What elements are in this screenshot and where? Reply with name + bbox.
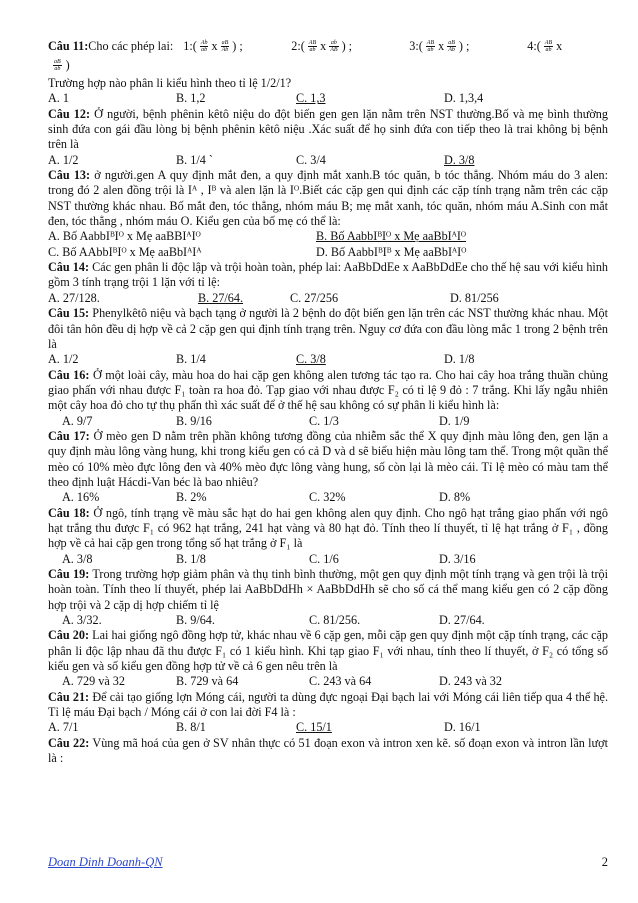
option-b[interactable]: B. 2% [176, 490, 207, 505]
question-text: Để cải tạo giống lợn Móng cái, người ta dùng đực ngoại Đại bạch lai với Móng cái liên tiếp qua 4 thế hệ. Tỉ lệ máu Đại bạch / Móng cái ở con lai đời F4 là : [48, 689, 608, 720]
page-footer [48, 855, 608, 870]
option-d[interactable]: D. 3/8 [444, 152, 475, 167]
option-c[interactable]: C. Bố AAbbIᴮIᴼ x Mẹ aaBbIᴬIᴬ [48, 244, 202, 259]
question-prompt: Trường hợp nào phân li kiểu hình theo tỉ lệ 1/2/1? [48, 76, 292, 90]
option-c[interactable]: C. 1,3 [296, 91, 326, 106]
answer-options [48, 153, 608, 168]
option-a[interactable]: A. 1/2 [48, 152, 79, 167]
option-a[interactable]: A. 3/32. [62, 613, 102, 628]
option-d[interactable]: D. 27/64. [439, 613, 485, 628]
genotype-fraction: $\frac{aB}{ab}$ [54, 58, 61, 72]
question-label: Câu 14: [48, 260, 90, 275]
option-b[interactable]: B. 8/1 [176, 720, 206, 735]
option-a[interactable]: A. 16% [62, 490, 100, 505]
cross-1: 1:( $\frac{Ab}{ab}$ x $\frac{aB}{Ab}$ ) ; [183, 39, 243, 53]
option-d[interactable]: D. 3/16 [439, 551, 476, 566]
question-text: Lai hai giống ngô đồng hợp tử, khác nhau về 6 cặp gen, mỗi cặp gen quy định một cặp tính trạng, các cặp phân li độc lập nhau đã thu được F₁ có 1 kiểu hình. Khi tạp giao F₁ với nhau, tính theo lí thuyết, ở F₂ có tổng số kiểu gen và số kiểu gen đồng hợp tử về cả 6 gen nêu trên là [48, 628, 609, 674]
question-text: Ở một loài cây, màu hoa do hai cặp gen không alen tương tác tạo ra. Cho hai cây hoa trắng thuần chủng giao phấn với nhau được F₁ toàn ra hoa đỏ. Tạp giao với nhau được F₂ có tỉ lệ 9 đỏ : 7 trắng. Khi lấy ngẫu nhiên một cây hoa đỏ cho tự thụ phấn thì xác suất để ở thế hệ sau không có sự phân li kiểu hình là: [48, 367, 608, 413]
answer-options [48, 720, 608, 735]
question-text: Ở người, bệnh phênin kêtô niệu do đột biến gen gen lặn nằm trên NST thường.Bố và mẹ bình thường sinh đứa con gái đầu lòng bị bệnh phênin kêtô niệu .Xác suất để họ sinh đứa con tiếp theo là trai không bị bệnh trên là [48, 106, 608, 152]
genotype-fraction: $\frac{aB}{Ab}$ [221, 39, 229, 53]
answer-options [48, 490, 608, 505]
cross-4-start: 4:( $\frac{AB}{ab}$ x [527, 39, 563, 53]
answer-options [48, 414, 608, 429]
question-text: Vùng mã hoá của gen ở SV nhân thực có 51 đoạn exon và intron xen kẽ. số đoạn exon và intron lần lượt là : [48, 735, 608, 766]
option-a[interactable]: A. Bố AabbIᴮIᴼ x Mẹ aaBBIᴬIᴼ [48, 229, 201, 244]
question-text: Ở mèo gen D nằm trên phần không tương đồng của nhiễm sắc thể X quy định màu lông đen, gen lặn a quy định màu lông vàng hung, khi trong kiểu gen có cả D và d sẽ biểu hiện màu lông tam thể. Trong một quần thể mèo có 10% mèo đực lông đen và 40% mèo đực lông vàng hung, số còn lại là mèo cái. Tỉ lệ mèo có màu tam thể theo định luật Hácdi-Van béc là bao nhiêu? [48, 428, 608, 489]
question-19 [48, 567, 608, 628]
q11-cross-row [48, 38, 608, 54]
q11-cross-row-2: $\frac{aB}{ab}$ ) [54, 58, 70, 72]
question-22 [48, 736, 608, 767]
genotype-fraction: $\frac{AB}{ab}$ [544, 39, 553, 53]
answer-options [48, 674, 608, 689]
cross-3: 3:( $\frac{AB}{ab}$ x $\frac{aB}{Ab}$ ) ; [409, 39, 470, 53]
option-a[interactable]: A. 27/128. [48, 290, 100, 305]
option-a[interactable]: A. 7/1 [48, 720, 79, 735]
question-label: Câu 11: [48, 39, 89, 53]
option-b[interactable]: B. 1/8 [176, 551, 206, 566]
question-label: Câu 22: [48, 735, 90, 750]
option-b[interactable]: B. 9/64. [176, 613, 215, 628]
cross-2: 2:( $\frac{AB}{ab}$ x $\frac{ab}{AB}$ ) ; [291, 39, 353, 53]
question-text: Phenylkêtô niệu và bạch tạng ở người là 2 bệnh do đột biến gen lặn trên các NST thường khác nhau. Một đôi tân hôn đều dị hợp về cả 2 cặp gen qui định tính trạng trên. Nguy cơ đứa con đầu lòng mắc 1 trong 2 bệnh trên là [48, 306, 609, 351]
question-label: Câu 18: [48, 505, 90, 520]
question-text: Trong trường hợp giảm phân và thụ tinh bình thường, một gen quy định một tính trạng và gen trội là trội hoàn toàn. Tính theo lí thuyết, phép lai AaBbDdHh × AaBbDdHh sẽ cho số cá thể mang kiểu gen có 2 cặp đồng hợp trội và 2 cặp dị hợp chiếm tỉ lệ [48, 567, 608, 612]
question-12 [48, 107, 608, 168]
option-c[interactable]: C. 32% [309, 490, 346, 505]
question-18 [48, 506, 608, 567]
question-20 [48, 628, 608, 689]
option-c[interactable]: C. 27/256 [290, 290, 339, 305]
genotype-fraction: $\frac{aB}{Ab}$ [448, 39, 455, 53]
option-c[interactable]: C. 243 và 64 [309, 674, 372, 689]
option-a[interactable]: A. 3/8 [62, 551, 93, 566]
option-c[interactable]: C. 15/1 [296, 720, 332, 735]
genotype-fraction: $\frac{ab}{AB}$ [330, 39, 338, 53]
answer-options [48, 352, 608, 367]
option-b[interactable]: B. 9/16 [176, 413, 212, 428]
question-label: Câu 19: [48, 567, 90, 581]
question-label: Câu 17: [48, 428, 90, 443]
answer-options [48, 291, 608, 306]
option-a[interactable]: A. 729 và 32 [62, 674, 125, 689]
question-11 [48, 38, 608, 107]
question-16 [48, 368, 608, 429]
option-d[interactable]: D. 16/1 [444, 720, 481, 735]
option-a[interactable]: A. 9/7 [62, 413, 93, 428]
option-d[interactable]: D. Bố AabbIᴮIᴮ x Mẹ aaBbIᴬIᴼ [316, 244, 467, 259]
answer-options [48, 91, 608, 106]
option-d[interactable]: D. 1/8 [444, 352, 475, 367]
genotype-fraction: $\frac{Ab}{ab}$ [200, 39, 208, 53]
option-b[interactable]: B. 1,2 [176, 91, 206, 106]
option-b[interactable]: B. 1/4 ` [176, 152, 213, 167]
option-c[interactable]: C. 3/8 [296, 352, 326, 367]
option-d[interactable]: D. 8% [439, 490, 471, 505]
genotype-fraction: $\frac{AB}{ab}$ [426, 39, 435, 53]
document-page [48, 38, 608, 766]
answer-options [48, 613, 608, 628]
option-b[interactable]: B. Bố AabbIᴮIᴼ x Mẹ aaBbIᴬIᴼ [316, 229, 467, 244]
question-17 [48, 429, 608, 506]
option-a[interactable]: A. 1 [48, 91, 69, 106]
option-c[interactable]: C. 3/4 [296, 152, 326, 167]
option-d[interactable]: D. 243 và 32 [439, 674, 502, 689]
question-label: Câu 12: [48, 106, 91, 121]
question-label: Câu 20: [48, 628, 90, 643]
option-a[interactable]: A. 1/2 [48, 352, 79, 367]
question-text: Ở ngô, tính trạng về màu sắc hạt do hai gen không alen quy định. Cho ngô hạt trắng giao phấn với ngô hạt trắng thu được F₁ có 962 hạt trắng, 241 hạt vàng và 80 hạt đỏ. Tính theo lí thuyết, tỉ lệ hạt trắng ở F₁ , đồng hợp về cả hai cặp gen trong tổng số hạt trắng ở F₁ là [48, 505, 608, 551]
page-number: 2 [601, 855, 608, 869]
answer-options-row-1 [48, 229, 608, 244]
question-text: Các gen phân li độc lập và trội hoàn toàn, phép lai: AaBbDdEe x AaBbDdEe cho thế hệ sau với kiểu hình gồm 3 tính trạng trội 1 lặn với tỉ lệ: [48, 260, 609, 290]
option-c[interactable]: C. 1/3 [309, 413, 339, 428]
option-c[interactable]: C. 81/256. [309, 613, 361, 628]
question-13 [48, 168, 608, 260]
option-b[interactable]: B. 729 và 64 [176, 674, 239, 689]
option-d[interactable]: D. 1,3,4 [444, 91, 484, 106]
option-c[interactable]: C. 1/6 [309, 551, 339, 566]
answer-options-row-2 [48, 245, 608, 260]
question-label: Câu 21: [48, 689, 90, 704]
question-21 [48, 690, 608, 736]
option-d[interactable]: D. 81/256 [450, 290, 499, 305]
question-label: Câu 16: [48, 367, 90, 382]
question-text: Cho các phép lai: [88, 39, 174, 53]
question-14 [48, 260, 608, 306]
question-label: Câu 15: [48, 306, 90, 321]
genotype-fraction: $\frac{AB}{ab}$ [308, 39, 317, 53]
question-label: Câu 13: [48, 168, 91, 183]
option-b[interactable]: B. 27/64. [198, 290, 244, 305]
option-d[interactable]: D. 1/9 [439, 413, 470, 428]
answer-options [48, 552, 608, 567]
author-link[interactable]: Doan Dinh Doanh-QN [48, 855, 163, 869]
question-text: ở người.gen A quy định mắt đen, a quy định mắt xanh.B tóc quăn, b tóc thẳng. Nhóm máu do 3 alen: trong đó 2 alen đồng trội là Iᴬ , Iᴮ và alen lặn là Iᴼ.Biết các cặp gen qui định các cặp tính trạng nằm trên các cặp NST thường khác nhau. Bố mắt đen, tóc thẳng, nhóm máu B; mẹ mắt xanh, tóc quăn, nhóm máu A.Sinh con mắt đen, tóc thẳng , nhóm máu O. Kiểu gen của bố mẹ có thể là: [48, 168, 609, 229]
question-15 [48, 306, 608, 367]
option-b[interactable]: B. 1/4 [176, 352, 206, 367]
